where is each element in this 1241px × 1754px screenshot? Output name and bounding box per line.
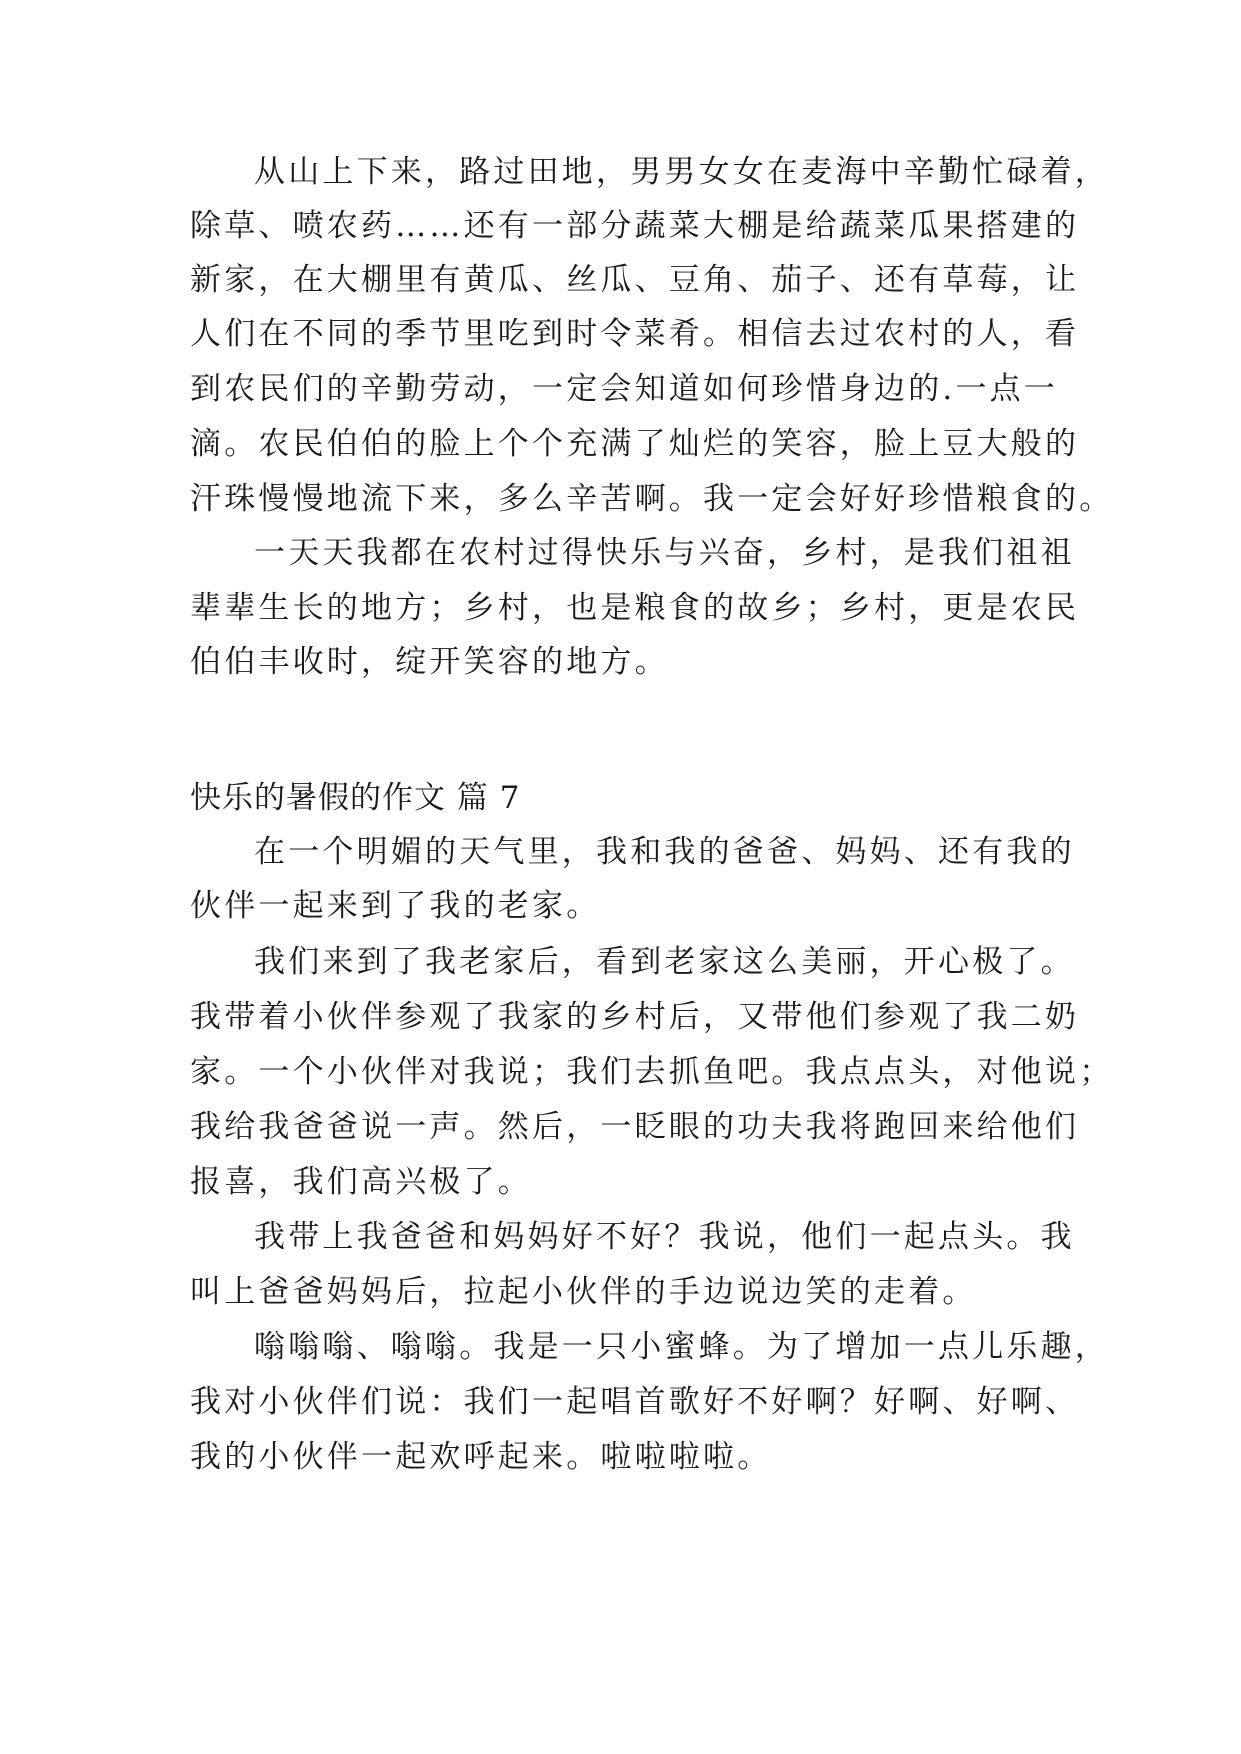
text-line: 我们来到了我老家后，看到老家这么美丽，开心极了。 xyxy=(254,944,1075,980)
section-heading: 快乐的暑假的作文 篇 7 xyxy=(190,780,521,816)
text-line: 人们在不同的季节里吃到时令菜肴。相信去过农村的人，看 xyxy=(190,316,1080,352)
text-line: 叫上爸爸妈妈后，拉起小伙伴的手边说边笑的走着。 xyxy=(190,1274,977,1310)
text-line: 新家，在大棚里有黄瓜、丝瓜、豆角、茄子、还有草莓，让 xyxy=(190,262,1080,298)
text-line: 我给我爸爸说一声。然后，一眨眼的功夫我将跑回来给他们 xyxy=(190,1109,1080,1145)
text-line: 一天天我都在农村过得快乐与兴奋，乡村，是我们祖祖 xyxy=(254,535,1075,571)
text-line: 汗珠慢慢地流下来，多么辛苦啊。我一定会好好珍惜粮食的。 xyxy=(190,481,1114,517)
text-line: 嗡嗡嗡、嗡嗡。我是一只小蜜蜂。为了增加一点儿乐趣， xyxy=(254,1329,1109,1365)
text-line: 在一个明媚的天气里，我和我的爸爸、妈妈、还有我的 xyxy=(254,834,1075,870)
text-line: 我的小伙伴一起欢呼起来。啦啦啦啦。 xyxy=(190,1439,772,1475)
text-line: 家。一个小伙伴对我说；我们去抓鱼吧。我点点头，对他说； xyxy=(190,1054,1114,1090)
text-line: 报喜，我们高兴极了。 xyxy=(190,1164,532,1200)
text-line: 伙伴一起来到了我的老家。 xyxy=(190,888,601,924)
text-line: 我带上我爸爸和妈妈好不好？我说，他们一起点头。我 xyxy=(254,1219,1075,1255)
text-line: 到农民们的辛勤劳动，一定会知道如何珍惜身边的.一点一 xyxy=(190,371,1059,407)
text-line: 从山上下来，路过田地，男男女女在麦海中辛勤忙碌着， xyxy=(254,154,1109,190)
text-line: 除草、喷农药……还有一部分蔬菜大棚是给蔬菜瓜果搭建的 xyxy=(190,208,1080,244)
text-line: 滴。农民伯伯的脸上个个充满了灿烂的笑容，脸上豆大般的 xyxy=(190,426,1080,462)
text-line: 辈辈生长的地方；乡村，也是粮食的故乡；乡村，更是农民 xyxy=(190,590,1080,626)
text-line: 我对小伙伴们说：我们一起唱首歌好不好啊？好啊、好啊、 xyxy=(190,1384,1080,1420)
text-line: 伯伯丰收时，绽开笑容的地方。 xyxy=(190,644,669,680)
text-line: 我带着小伙伴参观了我家的乡村后，又带他们参观了我二奶 xyxy=(190,999,1080,1035)
